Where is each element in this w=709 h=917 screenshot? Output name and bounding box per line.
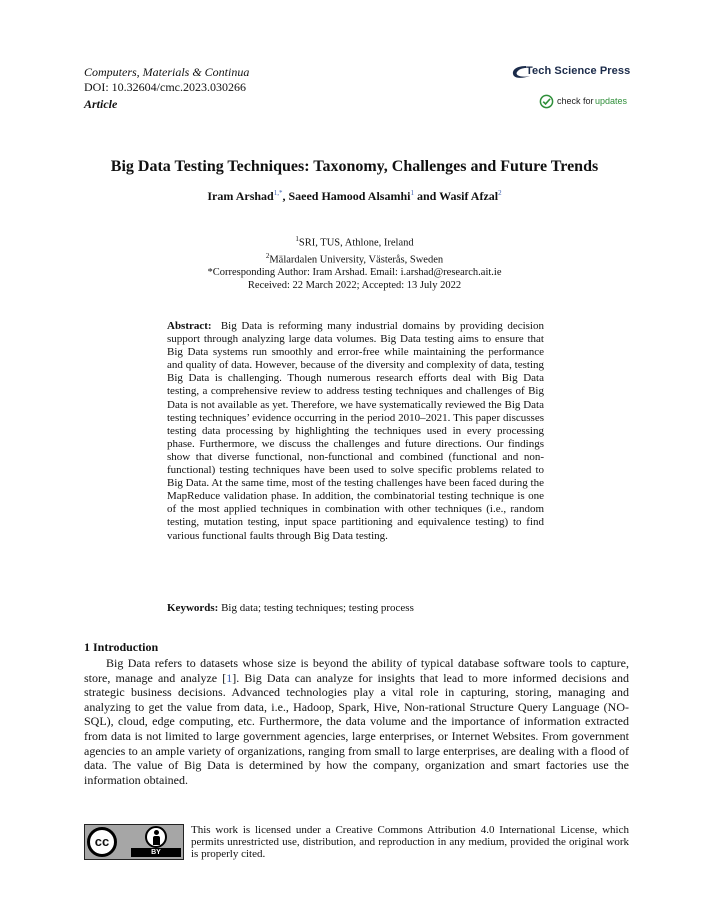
license-text: This work is licensed under a Creative Commons Attribution 4.0 International License, which permits unrestricted use, distribution, and reproduction in any medium, provided the original work is properly cited. xyxy=(191,824,629,861)
abstract-label: Abstract: xyxy=(167,320,212,332)
affil-text: Mälardalen University, Västerås, Sweden xyxy=(269,254,444,265)
cc-icon: cc xyxy=(87,827,117,857)
author-affil-sup[interactable]: 1 xyxy=(410,189,414,197)
author-list xyxy=(0,189,709,204)
affiliations xyxy=(0,233,709,292)
keywords-text: Big data; testing techniques; testing process xyxy=(221,602,414,614)
citation-link[interactable]: 1 xyxy=(226,670,233,685)
author-affil-sup[interactable]: 1,* xyxy=(273,189,283,197)
by-label: BY xyxy=(131,848,181,857)
check-updates-icon xyxy=(539,94,554,109)
author-name: Wasif Afzal xyxy=(439,189,499,203)
publisher-logo[interactable] xyxy=(510,62,635,82)
section-heading: 1 Introduction xyxy=(84,640,159,654)
body-text: ]. Big Data can analyze for insights that lead to more informed decisions and strategic business decisions. Advanced technologies play a vital role in capturing, storing, managing and analyzing to get the value from data, i.e., Hadoop, Spark, Hive, Non-rational Structure Query Language (NO-SQL), cloud, edge computing, etc. Furthermore, the data volume and the importance of information extracted from data is not limited to large government agencies, large enterprises, or Internet Websites. From government agencies to an ample variety of organizations, ranging from small to large enterprises, are dealing with a flood of data. The value of Big Data is determined by how the company, organization and smart factories use the information obtained. xyxy=(84,670,629,787)
affil-text: SRI, TUS, Athlone, Ireland xyxy=(298,237,414,249)
received-dates: Received: 22 March 2022; Accepted: 13 July 2022 xyxy=(247,280,462,291)
paper-title: Big Data Testing Techniques: Taxonomy, Challenges and Future Trends xyxy=(110,158,599,175)
affiliation-1 xyxy=(0,233,709,250)
keywords-label: Keywords: xyxy=(167,602,219,614)
author-and: and xyxy=(413,189,440,203)
abstract-text: Big Data is reforming many industrial domains by providing decision support through analyzing large data volumes. Big Data testing aims to ensure that Big Data systems run smoothly and error-free while maintaining the performance and quality of data. However, because of the diversity and complexity of data, testing Big Data is challenging. Though numerous research efforts deal with Big Data testing, a comprehensive review to address testing techniques and challenges of Big Data is not available as yet. Therefore, we have systematically reviewed the Big Data testing techniques’ evidence occurring in the period 2010–2021. This paper discusses testing data processing by highlighting the techniques used in every processing phase. Furthermore, we discuss the challenges and future directions. Our findings show that diverse functional, non-functional and combined (functional and non-functional) testing techniques have been used to solve specific problems related to Big Data. At the same time, most of the testing challenges have been faced during the MapReduce validation phase. In addition, the combinatorial testing technique is one of the most applied techniques in combination with other techniques (i.e., random testing, mutation testing, input space partitioning and equivalence testing) to find various functional faults through Big Data testing. xyxy=(167,320,544,542)
affiliation-2 xyxy=(0,250,709,267)
author-affil-sup[interactable]: 2 xyxy=(498,189,502,197)
keywords xyxy=(167,602,544,614)
journal-name: Computers, Materials & Continua xyxy=(84,65,250,79)
updates-prefix: check for xyxy=(557,96,594,106)
author-separator: , xyxy=(282,189,289,203)
corresponding-author: *Corresponding Author: Iram Arshad. Email: i.arshad@research.ait.ie xyxy=(207,267,502,278)
doi[interactable]: DOI: 10.32604/cmc.2023.030266 xyxy=(84,80,246,94)
attribution-person-icon xyxy=(145,826,167,848)
body-text: Big Data refers to datasets whose size is beyond the ability of typical database software tools to capture, store, manage and analyze [ xyxy=(84,656,629,685)
author-name: Iram Arshad xyxy=(207,189,274,203)
article-type: Article xyxy=(84,97,118,111)
cc-by-license-badge[interactable] xyxy=(84,824,184,860)
updates-word: updates xyxy=(595,96,628,106)
affil-sup: 2 xyxy=(265,251,270,260)
abstract xyxy=(167,320,544,543)
affil-sup: 1 xyxy=(295,235,299,243)
author-name: Saeed Hamood Alsamhi xyxy=(288,189,411,203)
section-body xyxy=(84,656,629,787)
publisher-name: Tech Science Press xyxy=(526,65,631,77)
